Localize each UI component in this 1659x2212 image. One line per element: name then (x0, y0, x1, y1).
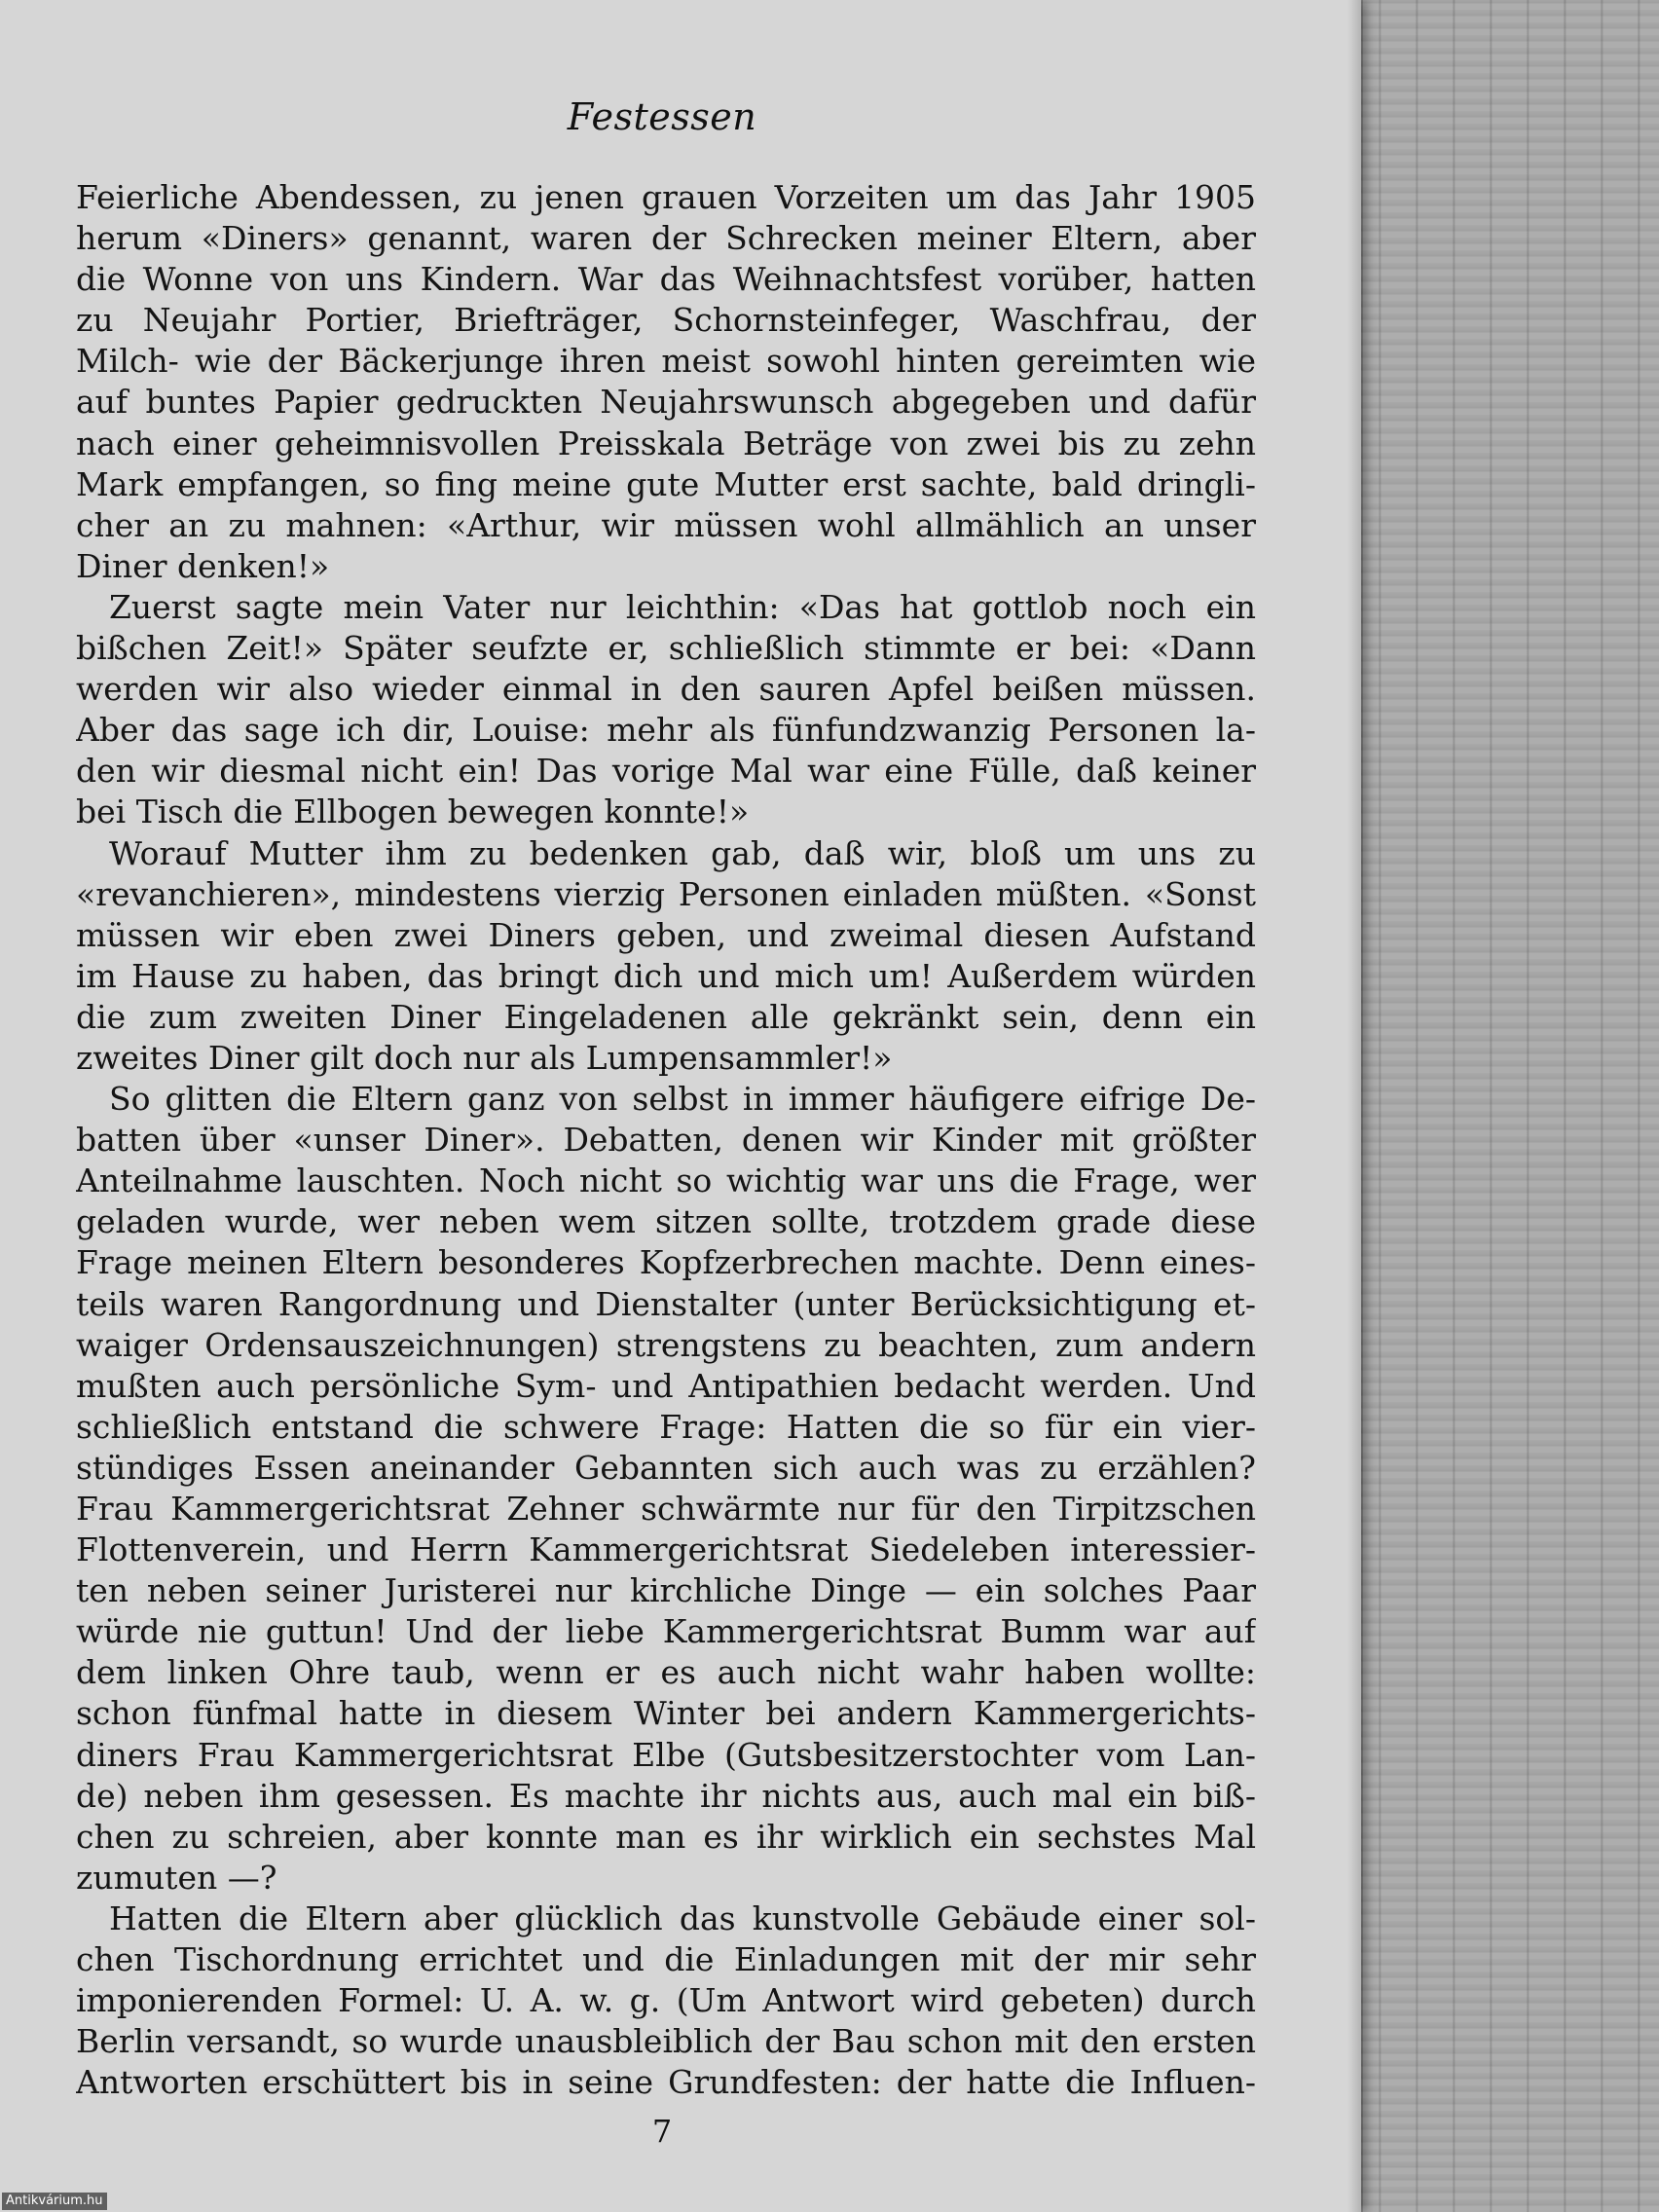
text-line: Hatten die Eltern aber glücklich das kunstvolle Gebäude einer sol- (109, 1899, 1256, 1937)
text-line: Zuerst sagte mein Vater nur leichthin: «Das hat gottlob noch ein (109, 587, 1256, 626)
text-line: zweites Diner gilt doch nur als Lumpensammler!» (76, 1038, 893, 1077)
text-line: bißchen Zeit!» Später seufzte er, schließlich stimmte er bei: «Dann (76, 629, 1256, 668)
text-line: Anteilnahme lauschten. Noch nicht so wichtig war uns die Frage, wer (76, 1161, 1256, 1200)
text-line: Worauf Mutter ihm zu bedenken gab, daß wir, bloß um uns zu (109, 833, 1256, 872)
text-line: nach einer geheimnisvollen Preisskala Beträge von zwei bis zu zehn (76, 424, 1256, 462)
text-line: die Wonne von uns Kindern. War das Weihnachtsfest vorüber, hatten (76, 260, 1256, 299)
text-line: ten neben seiner Juristerei nur kirchliche Dinge — ein solches Paar (76, 1571, 1256, 1610)
text-line: Aber das sage ich dir, Louise: mehr als fünfundzwanzig Personen la- (76, 711, 1256, 750)
background-wood-board (1361, 0, 1659, 2212)
text-line: imponierenden Formel: U. A. w. g. (Um Antwort wird gebeten) durch (76, 1981, 1256, 2020)
text-line: cher an zu mahnen: «Arthur, wir müssen wohl allmählich an unser (76, 505, 1256, 544)
text-line: müssen wir eben zwei Diners geben, und zweimal diesen Aufstand (76, 915, 1256, 954)
page-number: 7 (651, 2113, 673, 2150)
text-line: diners Frau Kammergerichtsrat Elbe (Gutsbesitzerstochter vom Lan- (76, 1735, 1256, 1774)
text-line: batten über «unser Diner». Debatten, denen wir Kinder mit größter (76, 1121, 1256, 1160)
text-line: werden wir also wieder einmal in den sauren Apfel beißen müssen. (76, 670, 1256, 709)
text-line: teils waren Rangordnung und Dienstalter (unter Berücksichtigung et- (76, 1284, 1256, 1323)
text-line: auf buntes Papier gedruckten Neujahrswunsch abgegeben und dafür (76, 383, 1256, 422)
text-line: Frau Kammergerichtsrat Zehner schwärmte nur für den Tirpitzschen (76, 1490, 1256, 1528)
text-line: chen Tischordnung errichtet und die Einladungen mit der mir sehr (76, 1940, 1256, 1979)
text-line: mußten auch persönliche Sym- und Antipathien bedacht werden. Und (76, 1366, 1256, 1405)
text-line: schließlich entstand die schwere Frage: Hatten die so für ein vier- (76, 1407, 1256, 1446)
page-edge-shadow (1347, 0, 1363, 2212)
text-line: «revanchieren», mindestens vierzig Personen einladen müßten. «Sonst (76, 874, 1256, 913)
text-line: So glitten die Eltern ganz von selbst in immer häufigere eifrige De- (109, 1080, 1256, 1119)
text-line: bei Tisch die Ellbogen bewegen konnte!» (76, 793, 750, 831)
text-line: den wir diesmal nicht ein! Das vorige Mal war eine Fülle, daß keiner (76, 752, 1256, 791)
text-line: zumuten —? (76, 1858, 277, 1897)
text-line: geladen wurde, wer neben wem sitzen sollte, trotzdem grade diese (76, 1202, 1256, 1241)
text-line: Frage meinen Eltern besonderes Kopfzerbrechen machte. Denn eines- (76, 1243, 1256, 1282)
text-line: im Hause zu haben, das bringt dich und mich um! Außerdem würden (76, 956, 1256, 995)
body-text (76, 177, 1256, 2103)
text-line: stündiges Essen aneinander Gebannten sich auch was zu erzählen? (76, 1448, 1256, 1487)
text-line: zu Neujahr Portier, Briefträger, Schornsteinfeger, Waschfrau, der (76, 301, 1256, 340)
text-line: dem linken Ohre taub, wenn er es auch nicht wahr haben wollte: (76, 1653, 1256, 1692)
watermark-label: Antikvárium.hu (2, 2193, 107, 2210)
text-line: de) neben ihm gesessen. Es machte ihr nichts aus, auch mal ein biß- (76, 1776, 1256, 1815)
text-line: würde nie guttun! Und der liebe Kammergerichtsrat Bumm war auf (76, 1612, 1256, 1651)
text-line: Berlin versandt, so wurde unausbleiblich der Bau schon mit den ersten (76, 2022, 1256, 2061)
chapter-title: Festessen (567, 95, 757, 138)
text-line: Mark empfangen, so fing meine gute Mutter erst sachte, bald dringli- (76, 464, 1256, 503)
text-line: herum «Diners» genannt, waren der Schrecken meiner Eltern, aber (76, 219, 1256, 258)
text-line: schon fünfmal hatte in diesem Winter bei andern Kammergerichts- (76, 1694, 1256, 1733)
text-line: die zum zweiten Diner Eingeladenen alle gekränkt sein, denn ein (76, 997, 1256, 1036)
text-line: waiger Ordensauszeichnungen) strengstens zu beachten, zum andern (76, 1325, 1256, 1364)
text-line: Flottenverein, und Herrn Kammergerichtsrat Siedeleben interessier- (76, 1530, 1256, 1569)
text-line: Milch- wie der Bäckerjunge ihren meist sowohl hinten gereimten wie (76, 342, 1256, 381)
text-line: Antworten erschüttert bis in seine Grundfesten: der hatte die Influen- (76, 2063, 1256, 2102)
text-line: Diner denken!» (76, 546, 330, 585)
text-line: chen zu schreien, aber konnte man es ihr wirklich ein sechstes Mal (76, 1817, 1256, 1856)
text-line: Feierliche Abendessen, zu jenen grauen Vorzeiten um das Jahr 1905 (76, 178, 1256, 216)
